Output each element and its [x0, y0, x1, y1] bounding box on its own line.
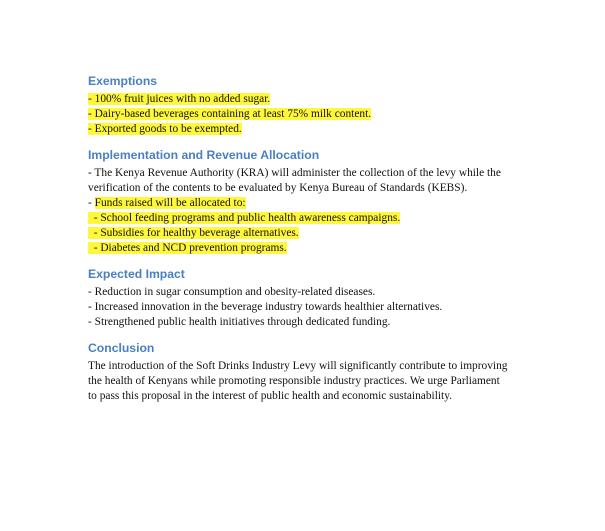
- list-item: - Increased innovation in the beverage industry towards healthier alternatives.: [88, 301, 443, 313]
- paragraph-line: to pass this proposal in the interest of public health and economic sustainability.: [88, 390, 453, 402]
- highlighted-text: - Dairy-based beverages containing at least 75% milk content.: [88, 108, 372, 120]
- list-item: - Reduction in sugar consumption and obesity-related diseases.: [88, 286, 376, 298]
- highlighted-text: - Diabetes and NCD prevention programs.: [88, 242, 287, 254]
- impact-section: [88, 266, 528, 330]
- highlighted-text: Funds raised will be allocated to:: [94, 197, 246, 209]
- impact-heading: Expected Impact: [88, 267, 185, 281]
- highlighted-text: - Exported goods to be exempted.: [88, 123, 242, 135]
- exemptions-section: [88, 73, 528, 137]
- implementation-section: [88, 147, 528, 256]
- conclusion-section: [88, 340, 528, 404]
- paragraph-line: verification of the contents to be evaluated by Kenya Bureau of Standards (KEBS).: [88, 182, 468, 194]
- list-item: - Strengthened public health initiatives through dedicated funding.: [88, 316, 391, 328]
- paragraph-line: The introduction of the Soft Drinks Industry Levy will significantly contribute to improving: [88, 360, 508, 372]
- conclusion-heading: Conclusion: [88, 341, 155, 355]
- paragraph-line: the health of Kenyans while promoting responsible industry practices. We urge Parliament: [88, 375, 500, 387]
- list-item: [88, 196, 528, 211]
- highlighted-text: - Subsidies for healthy beverage alternatives.: [88, 227, 299, 239]
- list-item: [88, 122, 528, 137]
- list-item: [88, 92, 528, 107]
- paragraph-line: - The Kenya Revenue Authority (KRA) will administer the collection of the levy while the: [88, 167, 501, 179]
- list-dash: -: [88, 197, 95, 209]
- list-item: [88, 107, 528, 122]
- highlighted-text: - School feeding programs and public health awareness campaigns.: [88, 212, 401, 224]
- highlighted-text: - 100% fruit juices with no added sugar.: [88, 93, 271, 105]
- list-item: [88, 226, 528, 241]
- exemptions-heading: Exemptions: [88, 74, 158, 88]
- list-item: [88, 241, 528, 256]
- list-item: [88, 211, 528, 226]
- document-page: [88, 71, 528, 404]
- implementation-heading: Implementation and Revenue Allocation: [88, 148, 320, 162]
